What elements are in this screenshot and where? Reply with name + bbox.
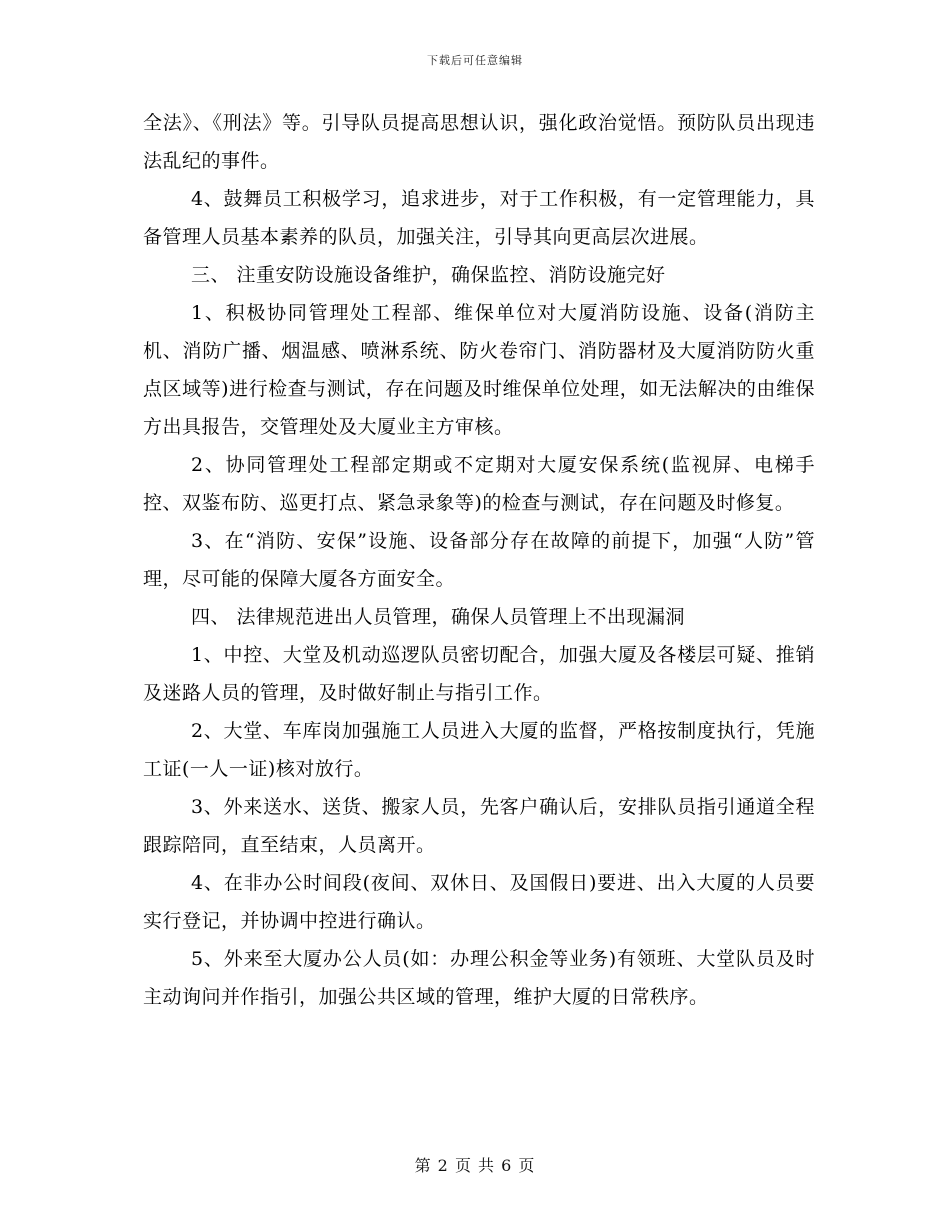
paragraph-item-1-fire-facilities: 1、积极协同管理处工程部、维保单位对大厦消防设施、设备(消防主机、消防广播、烟温感、喷淋系统、防火卷帘门、消防器材及大厦消防防火重点区域等)进行检查与测试，存在问题及时维保单位处理，如无法解决的由维保方出具报告，交管理处及大厦业主方审核。 <box>143 302 815 438</box>
paragraph-item-3-human-defense: 3、在“消防、安保”设施、设备部分存在故障的前提下，加强“人防”管理，尽可能的保障大厦各方面安全。 <box>143 530 815 590</box>
paragraph-item-2-security-system: 2、协同管理处工程部定期或不定期对大厦安保系统(监视屏、电梯手控、双鉴布防、巡更打点、紧急录象等)的检查与测试，存在问题及时修复。 <box>143 454 815 514</box>
section-heading-4: 四、 法律规范进出人员管理，确保人员管理上不出现漏洞 <box>191 606 686 628</box>
paragraph-item-1-patrol: 1、中控、大堂及机动巡逻队员密切配合，加强大厦及各楼层可疑、推销及迷路人员的管理，及时做好制止与指引工作。 <box>143 644 815 704</box>
paragraph-item-4-encourage: 4、鼓舞员工积极学习，追求进步，对于工作积极，有一定管理能力，具备管理人员基本素养的队员，加强关注，引导其向更高层次进展。 <box>143 188 815 248</box>
page-number: 第 2 页 共 6 页 <box>414 1156 536 1175</box>
paragraph-continuation: 全法》、《刑法》等。引导队员提高思想认识，强化政治觉悟。预防队员出现违法乱纪的事件。 <box>143 112 815 172</box>
section-heading-3: 三、 注重安防设施设备维护，确保监控、消防设施完好 <box>191 264 666 286</box>
paragraph-item-2-construction: 2、大堂、车库岗加强施工人员进入大厦的监督，严格按制度执行，凭施工证(一人一证)核对放行。 <box>143 720 815 780</box>
page-header-note: 下载后可任意编辑 <box>427 54 523 67</box>
paragraph-item-5-visitors: 5、外来至大厦办公人员(如：办理公积金等业务)有领班、大堂队员及时主动询问并作指引，加强公共区域的管理，维护大厦的日常秩序。 <box>143 948 815 1008</box>
paragraph-item-3-delivery: 3、外来送水、送货、搬家人员，先客户确认后，安排队员指引通道全程跟踪陪同，直至结束，人员离开。 <box>143 796 815 856</box>
document-body <box>143 104 815 1016</box>
paragraph-item-4-after-hours: 4、在非办公时间段(夜间、双休日、及国假日)要进、出入大厦的人员要实行登记，并协调中控进行确认。 <box>143 872 815 932</box>
